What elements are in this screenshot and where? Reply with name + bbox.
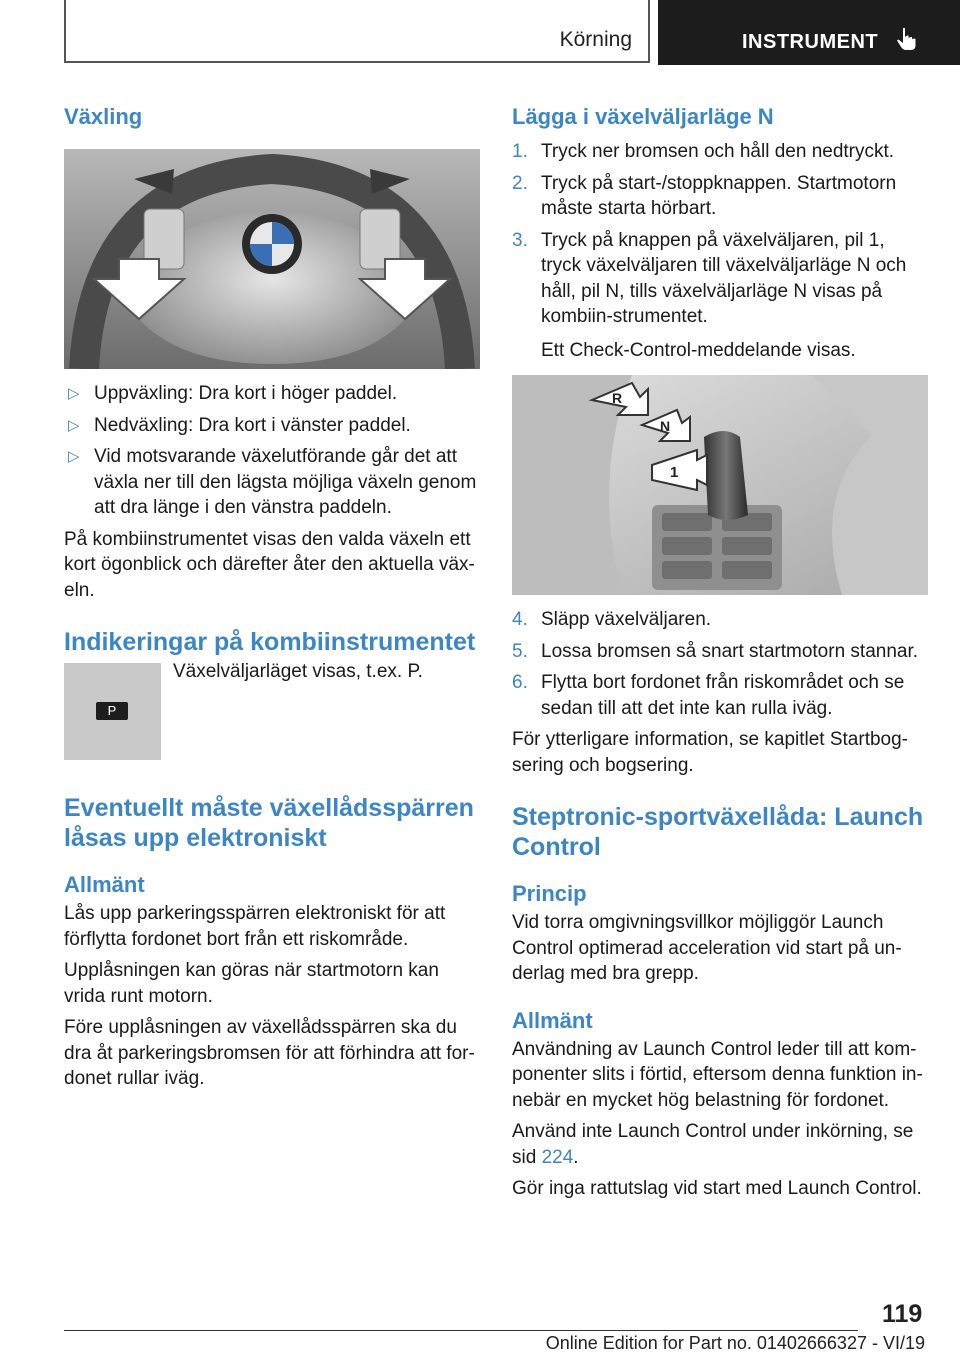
heading-vaxling: Växling [64,104,143,129]
list-item: 3. Tryck på knappen på växelväljaren, pil 1, tryck växelväljaren till växelväljarläge N och håll, pil N, tills växelväljarläge N visas på kombiin-strumentet. [512,229,907,327]
list-item: ▷ Vid motsvarande växelutförande går det att växla ner till den lägsta möjliga växeln genom att dra länge i den vänstra paddeln. [68,446,477,518]
gear-display-icon: P [96,702,128,720]
header-section-title: Körning [559,28,632,51]
paddle-bullet-list [64,381,480,521]
heading-allmant-right: Allmänt [512,1007,593,1033]
step3-note: Ett Check-Control-meddelande visas. [541,339,856,361]
triangle-bullet-icon: ▷ [68,385,80,402]
indicator-image [64,663,161,760]
paragraph-allmant-2: Använd inte Launch Control under inkörning, se sid 224. [512,1121,914,1168]
paragraph-kombi: På kombiinstrumentet visas den valda växeln ett kort ögonblick och därefter åter den aktuella väx-eln. [64,528,475,601]
heading-eventuellt: Eventuellt måste växellådsspärren låsas upp elektroniskt [64,794,474,852]
list-item: 6. Flytta bort fordonet från riskområdet och se sedan till att det inte kan rulla iväg. [512,672,905,719]
page-number: 119 [882,1300,923,1328]
list-item: 4. Släpp växelväljaren. [512,609,712,630]
indicator-text: Växelväljarläget visas, t.ex. P. [173,661,423,682]
arrow-label-1: 1 [670,464,679,481]
steering-wheel-photo [64,149,480,369]
paragraph-upplasningen: Upplåsningen kan göras när startmotorn kan vrida runt motorn. [64,960,439,1007]
paragraph-fore: Före upplåsningen av växellådsspärren ska du dra åt parkeringsbromsen för att förhindra att for-donet rullar iväg. [64,1017,475,1089]
paragraph-princip: Vid torra omgivningsvillkor möjliggör Launch Control optimerad acceleration vid start på un-derlag med bra grepp. [512,912,902,984]
paragraph-mer-info: För ytterligare information, se kapitlet Startbog-sering och bogsering. [512,729,909,776]
heading-lagga: Lägga i växelväljarläge N [512,104,774,129]
paragraph-allmant-1: Användning av Launch Control leder till att kom-ponenter slits i förtid, eftersom denna funktion in-nebär en mycket hög belastning för fordonet. [512,1038,923,1111]
header-chapter-title: INSTRUMENT [742,31,879,53]
left-column [64,100,480,1092]
list-item: 2. Tryck på start-/stoppknappen. Startmotorn måste starta hörbart. [512,172,897,219]
heading-indikeringar: Indikeringar på kombiinstrumentet [64,628,476,656]
header-chapter-tab [658,0,960,65]
list-item: ▷ Uppväxling: Dra kort i höger paddel. [64,381,480,407]
paragraph-las-upp: Lås upp parkeringsspärren elektroniskt för att förflytta fordonet bort från ett riskområde. [64,903,446,950]
heading-princip: Princip [512,881,587,906]
hand-pointer-icon [894,26,920,52]
paragraph-allmant-3: Gör inga rattutslag vid start med Launch Control. [512,1178,922,1199]
list-item: 1. Tryck ner bromsen och håll den nedtryckt. [512,141,895,162]
triangle-bullet-icon: ▷ [68,416,80,434]
steps-list-b [512,607,928,721]
arrow-label-n: N [660,418,671,434]
list-item: ▷ Nedväxling: Dra kort i vänster paddel. [64,413,480,439]
footer-divider [64,1330,858,1331]
page-link-224[interactable]: 224 [541,1146,574,1168]
footer-edition: Online Edition for Part no. 01402666327 - VI/19 [545,1333,925,1353]
right-column [512,100,928,1202]
arrow-label-r: R [612,390,623,406]
heading-allmant-left: Allmänt [64,872,145,897]
gear-selector-photo [512,375,928,595]
steps-list-a [512,139,928,330]
triangle-bullet-icon: ▷ [68,448,80,465]
heading-steptronic: Steptronic-sportväxellåda: Launch Control [512,803,924,861]
header-section-box [64,0,650,63]
indicator-block [64,663,480,775]
list-item: 5. Lossa bromsen så snart startmotorn stannar. [512,640,919,662]
